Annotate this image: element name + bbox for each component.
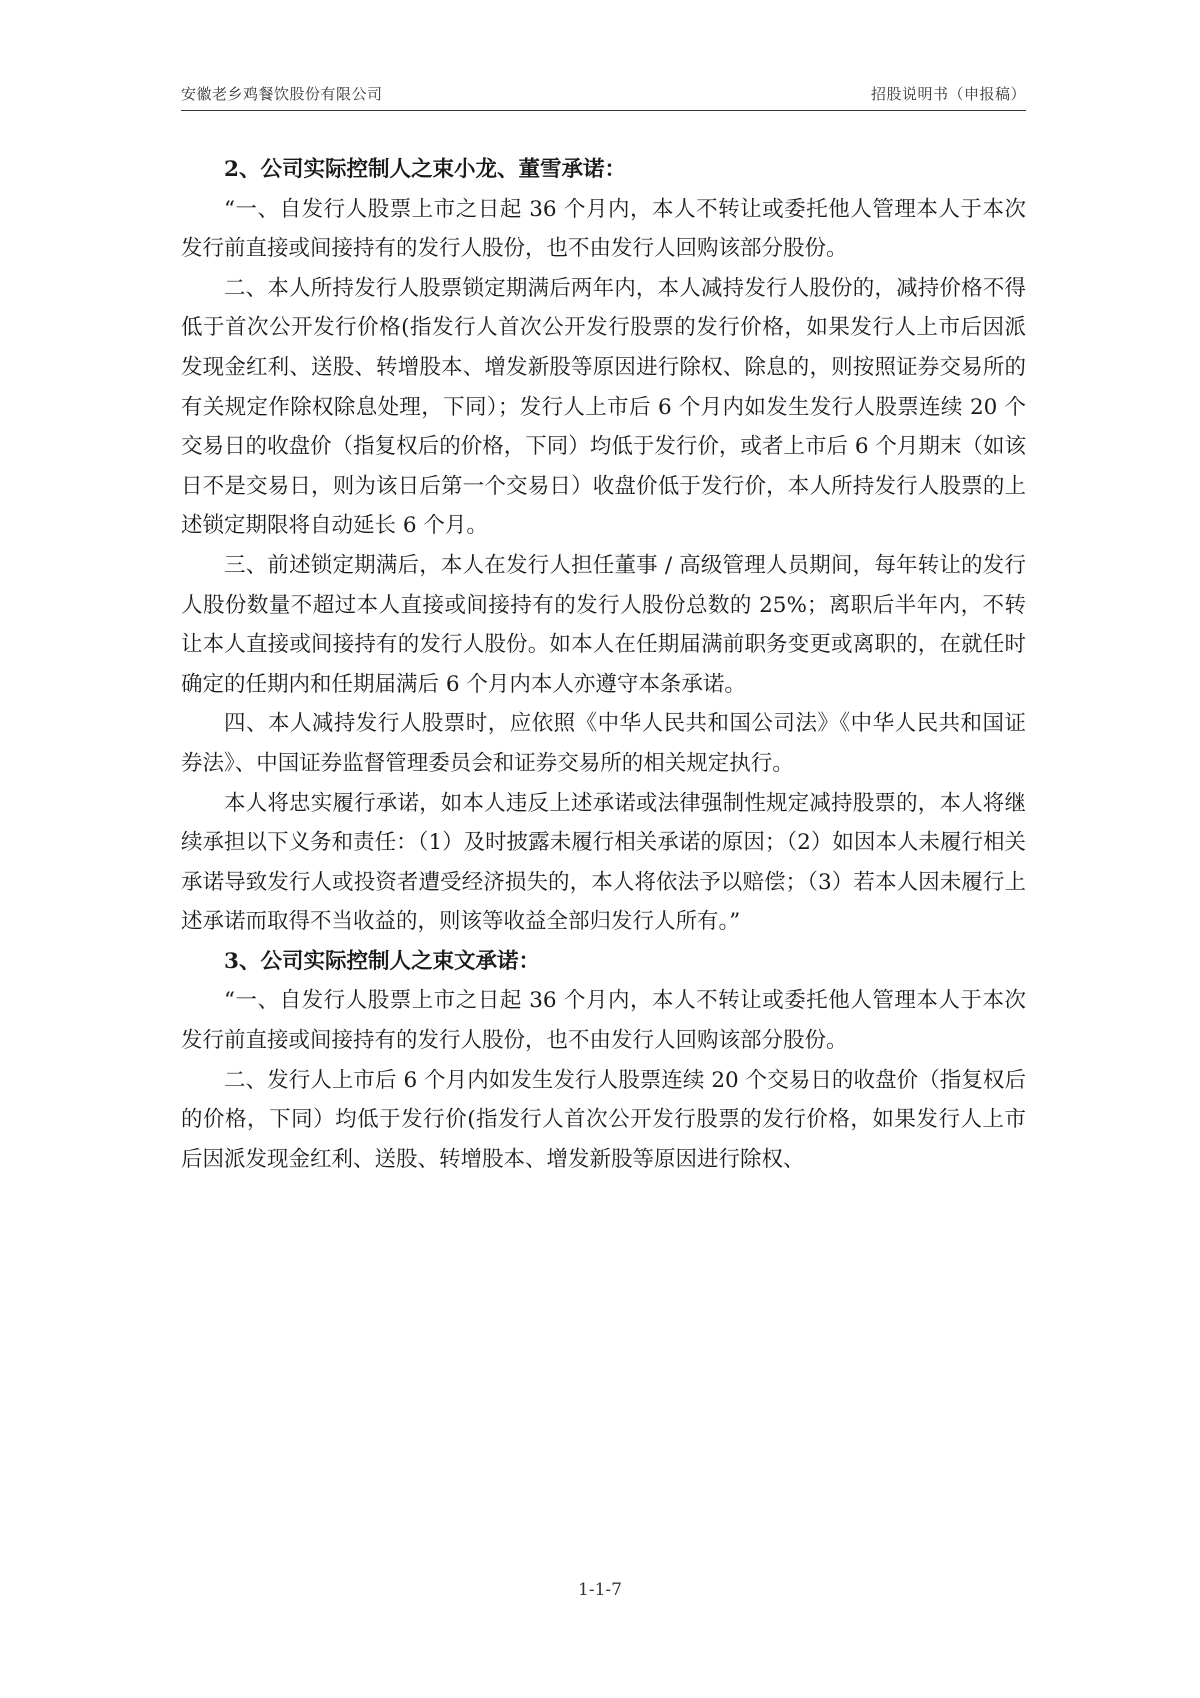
document-body bbox=[181, 150, 1026, 1179]
paragraph-commitment-6: 二、发行人上市后 6 个月内如发生发行人股票连续 20 个交易日的收盘价（指复权后的价格，下同）均低于发行价(指发行人首次公开发行股票的发行价格，如果发行人上市后因派发现金红利、送股、转增股本、增发新股等原因进行除权、 bbox=[181, 1067, 1026, 1172]
header-company-name: 安徽老乡鸡餐饮股份有限公司 bbox=[181, 85, 383, 103]
section-heading-3: 3、公司实际控制人之束文承诺： bbox=[224, 948, 540, 974]
paragraph-commitment-5: “一、自发行人股票上市之日起 36 个月内，本人不转让或委托他人管理本人于本次发行前直接或间接持有的发行人股份，也不由发行人回购该部分股份。 bbox=[181, 988, 1026, 1054]
page-number: 1-1-7 bbox=[578, 1580, 622, 1600]
header-document-title: 招股说明书（申报稿） bbox=[870, 85, 1026, 103]
page-header bbox=[181, 84, 1026, 111]
paragraph-commitment-2: 二、本人所持发行人股票锁定期满后两年内，本人减持发行人股份的，减持价格不得低于首次公开发行价格(指发行人首次公开发行股票的发行价格，如果发行人上市后因派发现金红利、送股、转增股本、增发新股等原因进行除权、除息的，则按照证券交易所的有关规定作除权除息处理，下同）；发行人上市后 6 个月内如发生发行人股票连续 20 个交易日的收盘价（指复权后的价格，下同）均低于发行价，或者上市后 6 个月期末（如该日不是交易日，则为该日后第一个交易日）收盘价低于发行价，本人所持发行人股票的上述锁定期限将自动延长 6 个月。 bbox=[181, 275, 1026, 539]
section-heading-2: 2、公司实际控制人之束小龙、董雪承诺： bbox=[224, 157, 626, 182]
paragraph-commitment-4: 四、本人减持发行人股票时，应依照《中华人民共和国公司法》《中华人民共和国证券法》、中国证券监督管理委员会和证券交易所的相关规定执行。 bbox=[181, 711, 1026, 776]
paragraph-commitment-1: “一、自发行人股票上市之日起 36 个月内，本人不转让或委托他人管理本人于本次发行前直接或间接持有的发行人股份，也不由发行人回购该部分股份。 bbox=[181, 196, 1026, 262]
paragraph-commitment-3: 三、前述锁定期满后，本人在发行人担任董事 / 高级管理人员期间，每年转让的发行人股份数量不超过本人直接或间接持有的发行人股份总数的 25%；离职后半年内，不转让本人直接或间接持有的发行人股份。如本人在任期届满前职务变更或离职的，在就任时确定的任期内和任期届满后 6 个月内本人亦遵守本条承诺。 bbox=[181, 552, 1026, 697]
paragraph-obligations: 本人将忠实履行承诺，如本人违反上述承诺或法律强制性规定减持股票的，本人将继续承担以下义务和责任：（1）及时披露未履行相关承诺的原因；（2）如因本人未履行相关承诺导致发行人或投资者遭受经济损失的，本人将依法予以赔偿；（3）若本人因未履行上述承诺而取得不当收益的，则该等收益全部归发行人所有。” bbox=[181, 790, 1026, 935]
